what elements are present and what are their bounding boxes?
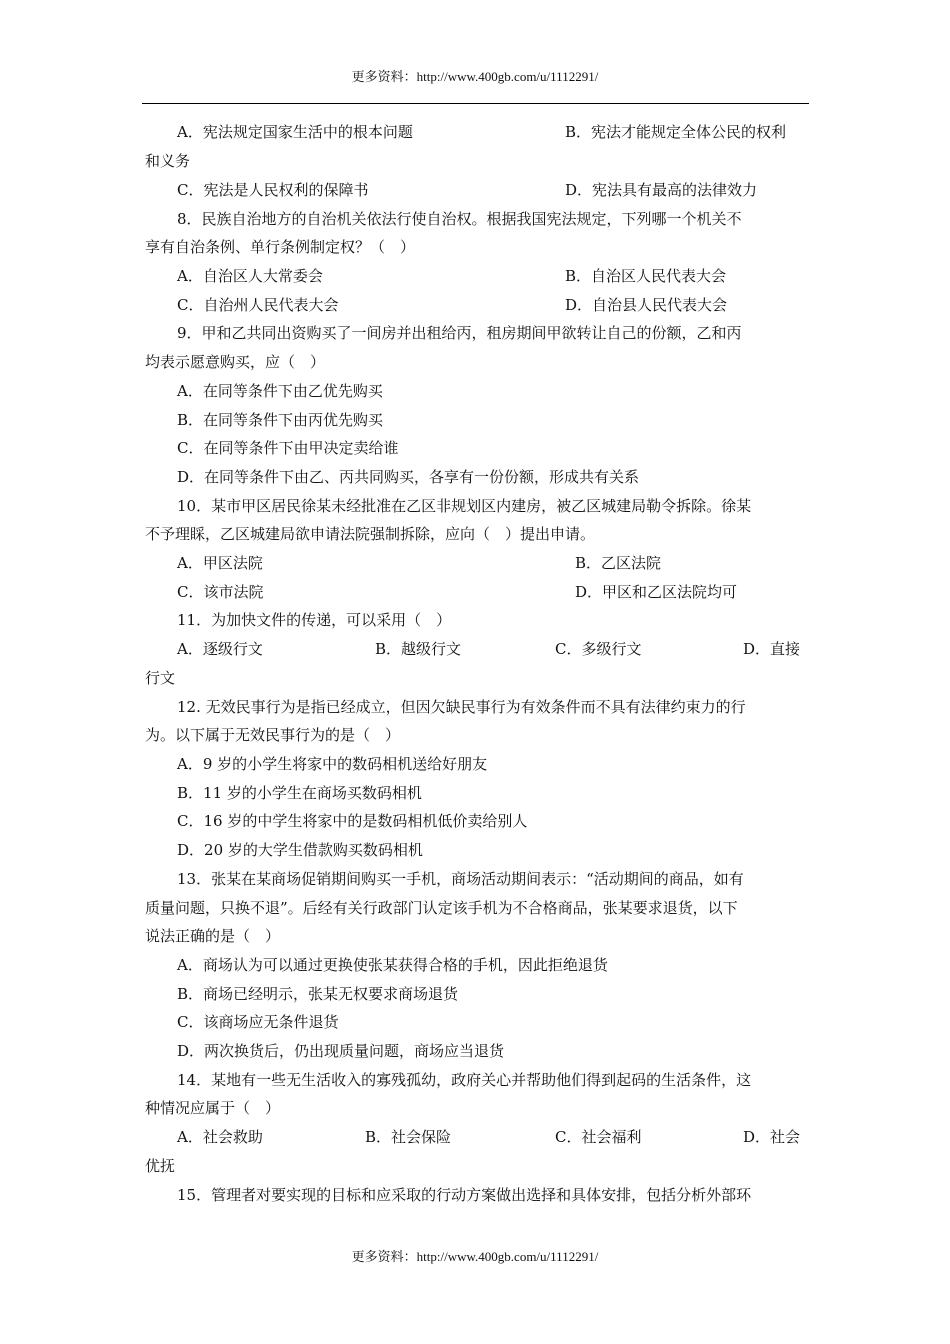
q12-option-d: D．20 岁的大学生借款购买数码相机 (177, 841, 423, 859)
page-header: 更多资料：http://www.400gb.com/u/1112291/ (351, 69, 599, 84)
header-rule (142, 103, 809, 104)
q14-options-row (145, 1123, 809, 1151)
q8-option-a: A．自治区人大常委会 (177, 267, 323, 285)
q8-option-c: C．自治州人民代表大会 (177, 296, 339, 314)
q11-option-a: A．逐级行文 (177, 640, 263, 658)
q14-stem-2: 种情况应属于（ ） (145, 1099, 281, 1117)
q10-option-a: A．甲区法院 (177, 554, 263, 572)
q9-option-a: A．在同等条件下由乙优先购买 (177, 382, 383, 400)
q10-row-cd (145, 578, 809, 606)
q13-option-b: B．商场已经明示，张某无权要求商场退货 (177, 985, 459, 1003)
q8-option-d: D．自治县人民代表大会 (565, 296, 728, 314)
q9-option-d: D．在同等条件下由乙、丙共同购买，各享有一份份额，形成共有关系 (177, 468, 640, 486)
q14-option-d-cont: 优抚 (145, 1157, 176, 1175)
q12-option-a: A．9 岁的小学生将家中的数码相机送给好朋友 (177, 755, 488, 773)
q12-stem-1: 12. 无效民事行为是指已经成立，但因欠缺民事行为有效条件而不具有法律约束力的行 (177, 698, 746, 716)
q10-row-ab (145, 549, 809, 577)
q13-stem-2: 质量问题，只换不退”。后经有关行政部门认定该手机为不合格商品，张某要求退货，以下 (145, 899, 738, 917)
q9-stem-2: 均表示愿意购买，应（ ） (145, 353, 326, 371)
q7-option-a: A．宪法规定国家生活中的根本问题 (177, 123, 413, 141)
q10-stem-1: 10．某市甲区居民徐某未经批准在乙区非规划区内建房，被乙区城建局勒令拆除。徐某 (177, 497, 752, 515)
q13-option-c: C．该商场应无条件退货 (177, 1013, 339, 1031)
q14-option-b: B．社会保险 (365, 1128, 452, 1146)
q7-row-ab (145, 118, 809, 146)
q14-option-a: A．社会救助 (177, 1128, 263, 1146)
q10-option-c: C．该市法院 (177, 583, 264, 601)
page-footer: 更多资料：http://www.400gb.com/u/1112291/ (351, 1249, 599, 1264)
q13-stem-1: 13．张某在某商场促销期间购买一手机，商场活动期间表示：“活动期间的商品，如有 (177, 870, 744, 888)
q14-stem-1: 14．某地有一些无生活收入的寡残孤幼，政府关心并帮助他们得到起码的生活条件，这 (177, 1071, 752, 1089)
q13-option-a: A．商场认为可以通过更换使张某获得合格的手机，因此拒绝退货 (177, 956, 608, 974)
q12-stem-2: 为。以下属于无效民事行为的是（ ） (145, 726, 401, 744)
q14-option-d: D．社会 (743, 1128, 801, 1146)
q8-option-b: B．自治区人民代表大会 (565, 267, 727, 285)
q8-stem-2: 享有自治条例、单行条例制定权？（ ） (145, 238, 416, 256)
q10-stem-2: 不予理睬，乙区城建局欲申请法院强制拆除，应向（ ）提出申请。 (145, 525, 596, 543)
q10-option-d: D．甲区和乙区法院均可 (575, 583, 738, 601)
q12-option-c: C．16 岁的中学生将家中的是数码相机低价卖给别人 (177, 812, 528, 830)
q8-stem-1: 8．民族自治地方的自治机关依法行使自治权。根据我国宪法规定，下列哪一个机关不 (177, 210, 742, 228)
q7-row-cd (145, 176, 809, 204)
q12-option-b: B．11 岁的小学生在商场买数码相机 (177, 784, 422, 802)
q11-options-row (145, 635, 809, 663)
q9-option-c: C．在同等条件下由甲决定卖给谁 (177, 439, 399, 457)
q7-option-b: B．宪法才能规定全体公民的权利 (565, 123, 787, 141)
q7-option-b-cont: 和义务 (145, 152, 191, 170)
q7-option-c: C．宪法是人民权利的保障书 (177, 181, 369, 199)
q14-option-c: C．社会福利 (555, 1128, 642, 1146)
q10-option-b: B．乙区法院 (575, 554, 662, 572)
q8-row-ab (145, 262, 809, 290)
q11-option-c: C．多级行文 (555, 640, 642, 658)
q9-stem-1: 9．甲和乙共同出资购买了一间房并出租给丙，租房期间甲欲转让自己的份额，乙和丙 (177, 324, 742, 342)
q7-option-d: D．宪法具有最高的法律效力 (565, 181, 758, 199)
q11-option-d: D．直接 (743, 640, 801, 658)
q13-option-d: D．两次换货后，仍出现质量问题，商场应当退货 (177, 1042, 505, 1060)
q11-option-b: B．越级行文 (375, 640, 462, 658)
q11-option-d-cont: 行文 (145, 669, 176, 687)
q11-stem: 11．为加快文件的传递，可以采用（ ） (177, 611, 452, 629)
q15-stem-1: 15．管理者对要实现的目标和应采取的行动方案做出选择和具体安排，包括分析外部环 (177, 1186, 752, 1204)
q13-stem-3: 说法正确的是（ ） (145, 927, 281, 945)
q8-row-cd (145, 291, 809, 319)
q9-option-b: B．在同等条件下由丙优先购买 (177, 411, 384, 429)
